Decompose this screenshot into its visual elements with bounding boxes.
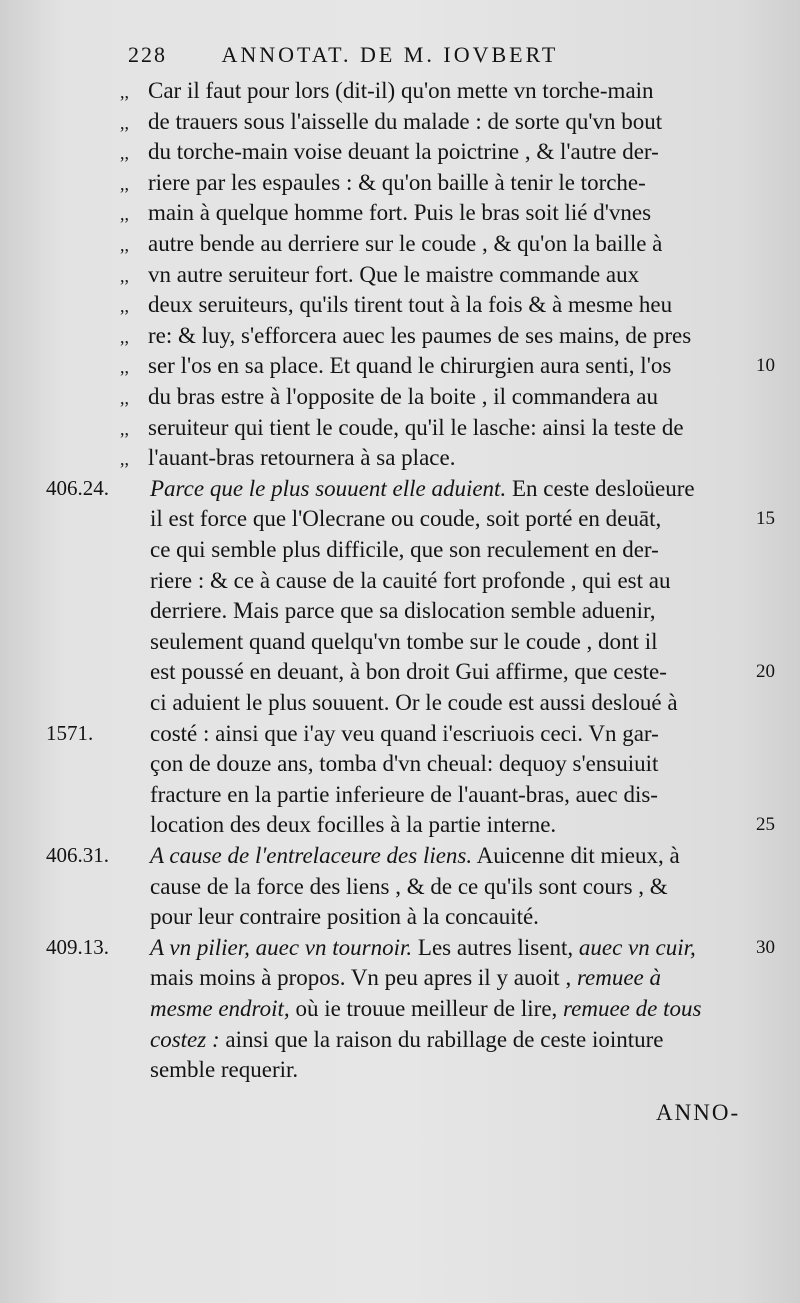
text-line	[150, 627, 770, 657]
text-line	[150, 688, 770, 718]
line-text: où ie trouue meilleur de lire,	[289, 996, 564, 1021]
line-number: 25	[756, 814, 775, 836]
text-line	[120, 168, 770, 198]
line-text: du bras estre à l'opposite de la boite , il commandera au	[148, 384, 658, 409]
text-line	[120, 107, 770, 137]
text-line	[150, 566, 770, 596]
text-line	[120, 76, 770, 106]
quotation-mark: ,,	[120, 235, 129, 255]
italic-text: mesme endroit,	[150, 996, 290, 1021]
text-line	[150, 749, 770, 779]
text-line	[120, 443, 770, 473]
text-line	[150, 780, 770, 810]
margin-reference: 406.31.	[46, 843, 109, 867]
line-text: Les autres lisent,	[412, 934, 579, 960]
line-text: derriere. Mais parce que sa dislocation semble aduenir,	[150, 598, 656, 624]
text-line	[120, 413, 770, 443]
running-title: ANNOTAT. DE M. IOVBERT	[221, 42, 559, 67]
text-line	[120, 229, 770, 259]
italic-text: A vn pilier, auec vn tournoir.	[150, 934, 413, 960]
text-line	[150, 719, 770, 749]
line-text: Auicenne dit mieux, à	[472, 843, 680, 868]
text-line	[120, 351, 770, 381]
line-text: deux seruiteurs, qu'ils tirent tout à la fois & à mesme heu	[148, 292, 673, 318]
text-line	[150, 902, 770, 932]
text-line	[150, 933, 770, 963]
catchword: ANNO-	[656, 1100, 741, 1125]
line-text: riere : & ce à cause de la cauité fort profonde , qui est au	[150, 567, 671, 593]
italic-text: A cause de l'entrelaceure des liens.	[150, 843, 473, 868]
quotation-mark: ,,	[120, 326, 129, 347]
line-number: 15	[756, 508, 775, 530]
running-header	[128, 42, 768, 72]
line-number: 30	[756, 936, 775, 958]
text-line	[120, 137, 770, 167]
line-text: semble requerir.	[150, 1057, 299, 1083]
quotation-mark: ,,	[120, 265, 129, 286]
italic-text: remuee de tous	[563, 996, 702, 1021]
line-text: seruiteur qui tient le coude, qu'il le lasche: ainsi la teste de	[148, 414, 684, 440]
line-text: mais moins à propos. Vn peu apres il y auoit ,	[150, 965, 577, 991]
text-line	[150, 963, 770, 993]
line-text: cause de la force des liens , & de ce qu'ils sont cours , &	[150, 873, 668, 899]
line-text: çon de douze ans, tomba d'vn cheual: dequoy s'ensuiuit	[150, 751, 659, 777]
quotation-mark: ,,	[120, 112, 129, 133]
line-text: location des deux focilles à la partie interne.	[150, 812, 557, 838]
line-text: est poussé en deuant, à bon droit Gui affirme, que ceste-	[150, 659, 667, 685]
line-text: ci aduient le plus souuent. Or le coude est aussi desloué à	[150, 690, 678, 715]
text-line	[150, 504, 770, 534]
page-number: 228	[128, 42, 167, 67]
text-line	[120, 321, 770, 351]
quotation-mark: ,,	[120, 173, 129, 194]
text-line	[120, 198, 770, 228]
line-text: autre bende au derriere sur le coude , & qu'on la baille à	[148, 231, 663, 256]
italic-text: Parce que le plus souuent elle aduient.	[150, 475, 507, 501]
quotation-mark: ,,	[120, 143, 129, 164]
line-text: vn autre seruiteur fort. Que le maistre commande aux	[148, 261, 640, 287]
line-text: fracture en la partie inferieure de l'auant-bras, auec dis-	[150, 781, 658, 807]
text-line	[120, 260, 770, 290]
quotation-mark: ,,	[120, 82, 129, 102]
text-line	[150, 994, 770, 1024]
text-line	[150, 810, 770, 840]
quotation-mark: ,,	[120, 296, 129, 317]
text-line	[120, 382, 770, 412]
text-line	[150, 1055, 770, 1085]
italic-text: auec vn cuir,	[578, 934, 696, 960]
text-line	[150, 474, 770, 504]
line-text: En ceste desloüeure	[506, 475, 695, 501]
text-line	[150, 596, 770, 626]
text-line	[150, 1025, 770, 1055]
line-text: pour leur contraire position à la concauité.	[150, 904, 539, 930]
line-number: 20	[756, 661, 775, 683]
text-line	[120, 290, 770, 320]
margin-reference: 409.13.	[46, 934, 109, 959]
text-line	[150, 841, 770, 871]
line-text: l'auant-bras retournera à sa place.	[148, 445, 456, 471]
text-line	[150, 657, 770, 687]
line-text: re: & luy, s'efforcera auec les paumes de ses mains, de pres	[148, 322, 692, 348]
line-text: seulement quand quelqu'vn tombe sur le coude , dont il	[150, 628, 658, 654]
line-text: ainsi que la raison du rabillage de ceste iointure	[219, 1026, 664, 1052]
line-text: du torche-main voise deuant la poictrine , & l'autre der-	[148, 139, 659, 165]
italic-text: costez :	[150, 1026, 220, 1052]
quotation-mark: ,,	[120, 204, 129, 225]
line-text: ce qui semble plus difficile, que son reculement en der-	[150, 537, 659, 562]
quotation-mark: ,,	[120, 388, 129, 408]
text-line	[150, 535, 770, 565]
quotation-mark: ,,	[120, 449, 129, 470]
line-text: il est force que l'Olecrane ou coude, soit porté en deuāt,	[150, 506, 662, 532]
line-text: Car il faut pour lors (dit-il) qu'on mette vn torche-main	[148, 78, 654, 103]
line-number: 10	[756, 355, 775, 377]
quotation-mark: ,,	[120, 357, 129, 378]
line-text: main à quelque homme fort. Puis le bras soit lié d'vnes	[148, 200, 652, 226]
line-text: de trauers sous l'aisselle du malade : de sorte qu'vn bout	[148, 108, 663, 134]
margin-reference: 1571.	[46, 720, 94, 745]
line-text: ser l'os en sa place. Et quand le chirurgien aura senti, l'os	[148, 353, 672, 379]
text-line	[150, 872, 770, 902]
margin-reference: 406.24.	[46, 475, 109, 500]
italic-text: remuee à	[576, 965, 662, 991]
line-text: costé : ainsi que i'ay veu quand i'escriuois ceci. Vn gar-	[150, 720, 659, 746]
line-text: riere par les espaules : & qu'on baille à tenir le torche-	[148, 169, 646, 195]
quotation-mark: ,,	[120, 418, 129, 439]
